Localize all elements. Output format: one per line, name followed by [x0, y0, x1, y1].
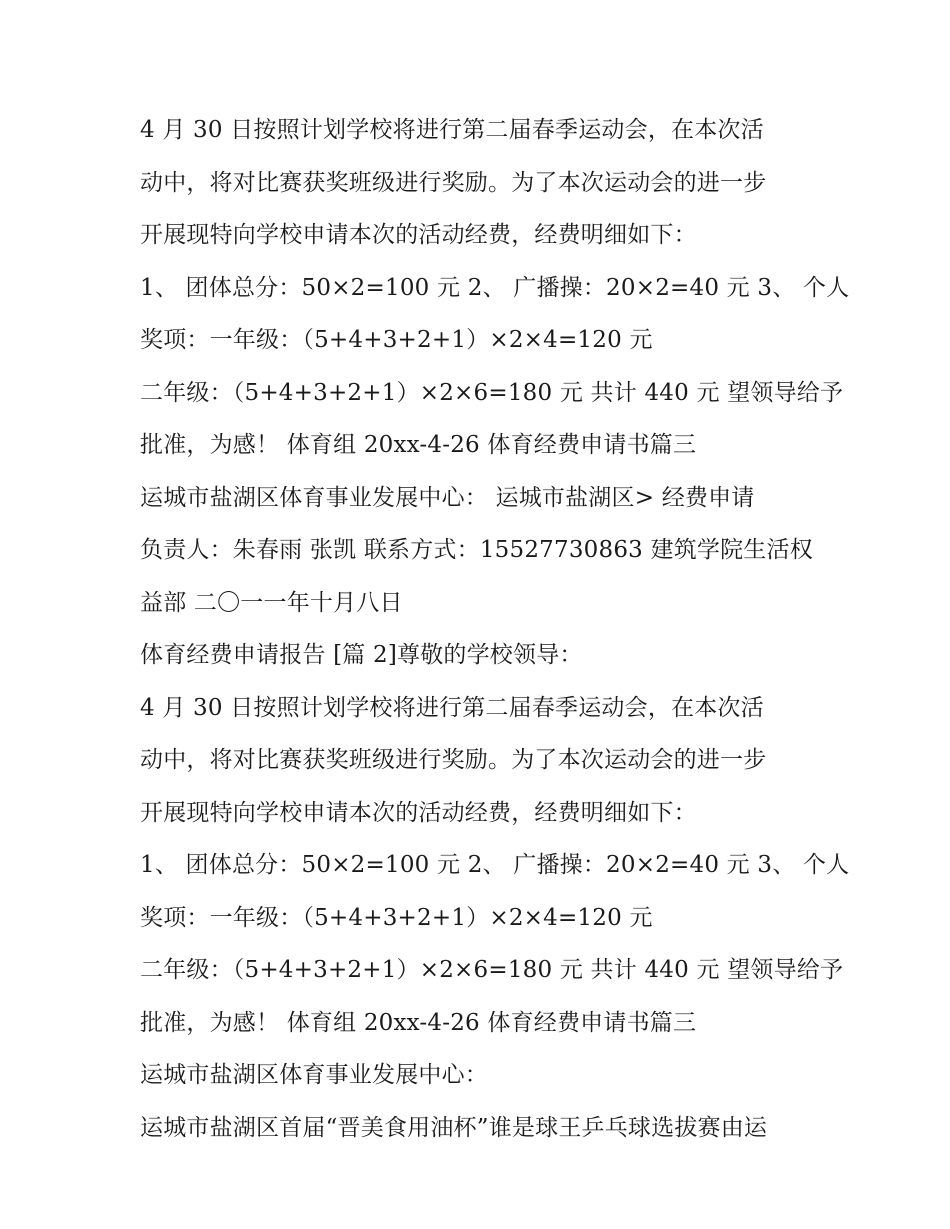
text-line: 动中，将对比赛获奖班级进行奖励。为了本次运动会的进一步	[140, 747, 767, 773]
section-heading: 体育经费申请报告 [篇 2]尊敬的学校领导：	[140, 642, 583, 668]
text-line: 开展现特向学校申请本次的活动经费，经费明细如下：	[140, 799, 697, 826]
text-line: 开展现特向学校申请本次的活动经费，经费明细如下：	[140, 222, 697, 248]
text-line: 动中，将对比赛获奖班级进行奖励。为了本次运动会的进一步	[140, 169, 767, 196]
text-line: 运城市盐湖区体育事业发展中心： 运城市盐湖区> 经费申请	[140, 484, 755, 511]
document-body	[140, 104, 850, 1154]
text-line: 4 月 30 日按照计划学校将进行第二届春季运动会，在本次活	[140, 694, 764, 721]
text-line: 奖项：一年级：（5+4+3+2+1）×2×4=120 元	[140, 904, 653, 931]
text-line: 4 月 30 日按照计划学校将进行第二届春季运动会，在本次活	[140, 117, 764, 143]
text-line: 二年级：（5+4+3+2+1）×2×6=180 元 共计 440 元 望领导给予	[140, 379, 844, 406]
text-line: 二年级：（5+4+3+2+1）×2×6=180 元 共计 440 元 望领导给予	[140, 957, 844, 983]
text-line: 批准，为感！ 体育组 20xx-4-26 体育经费申请书篇三	[140, 432, 697, 458]
text-line: 益部 二〇一一年十月八日	[140, 589, 403, 616]
text-line: 运城市盐湖区首届“晋美食用油杯”谁是球王乒乓球选拔赛由运	[140, 1114, 768, 1141]
text-line: 1、 团体总分：50×2=100 元 2、 广播操：20×2=40 元 3、 个人	[140, 274, 850, 301]
text-line: 批准，为感！ 体育组 20xx-4-26 体育经费申请书篇三	[140, 1009, 697, 1036]
text-line: 1、 团体总分：50×2=100 元 2、 广播操：20×2=40 元 3、 个人	[140, 852, 850, 878]
text-line: 运城市盐湖区体育事业发展中心：	[140, 1062, 488, 1088]
text-line: 负责人：朱春雨 张凯 联系方式：15527730863 建筑学院生活权	[140, 537, 813, 563]
text-line: 奖项：一年级：（5+4+3+2+1）×2×4=120 元	[140, 327, 653, 353]
